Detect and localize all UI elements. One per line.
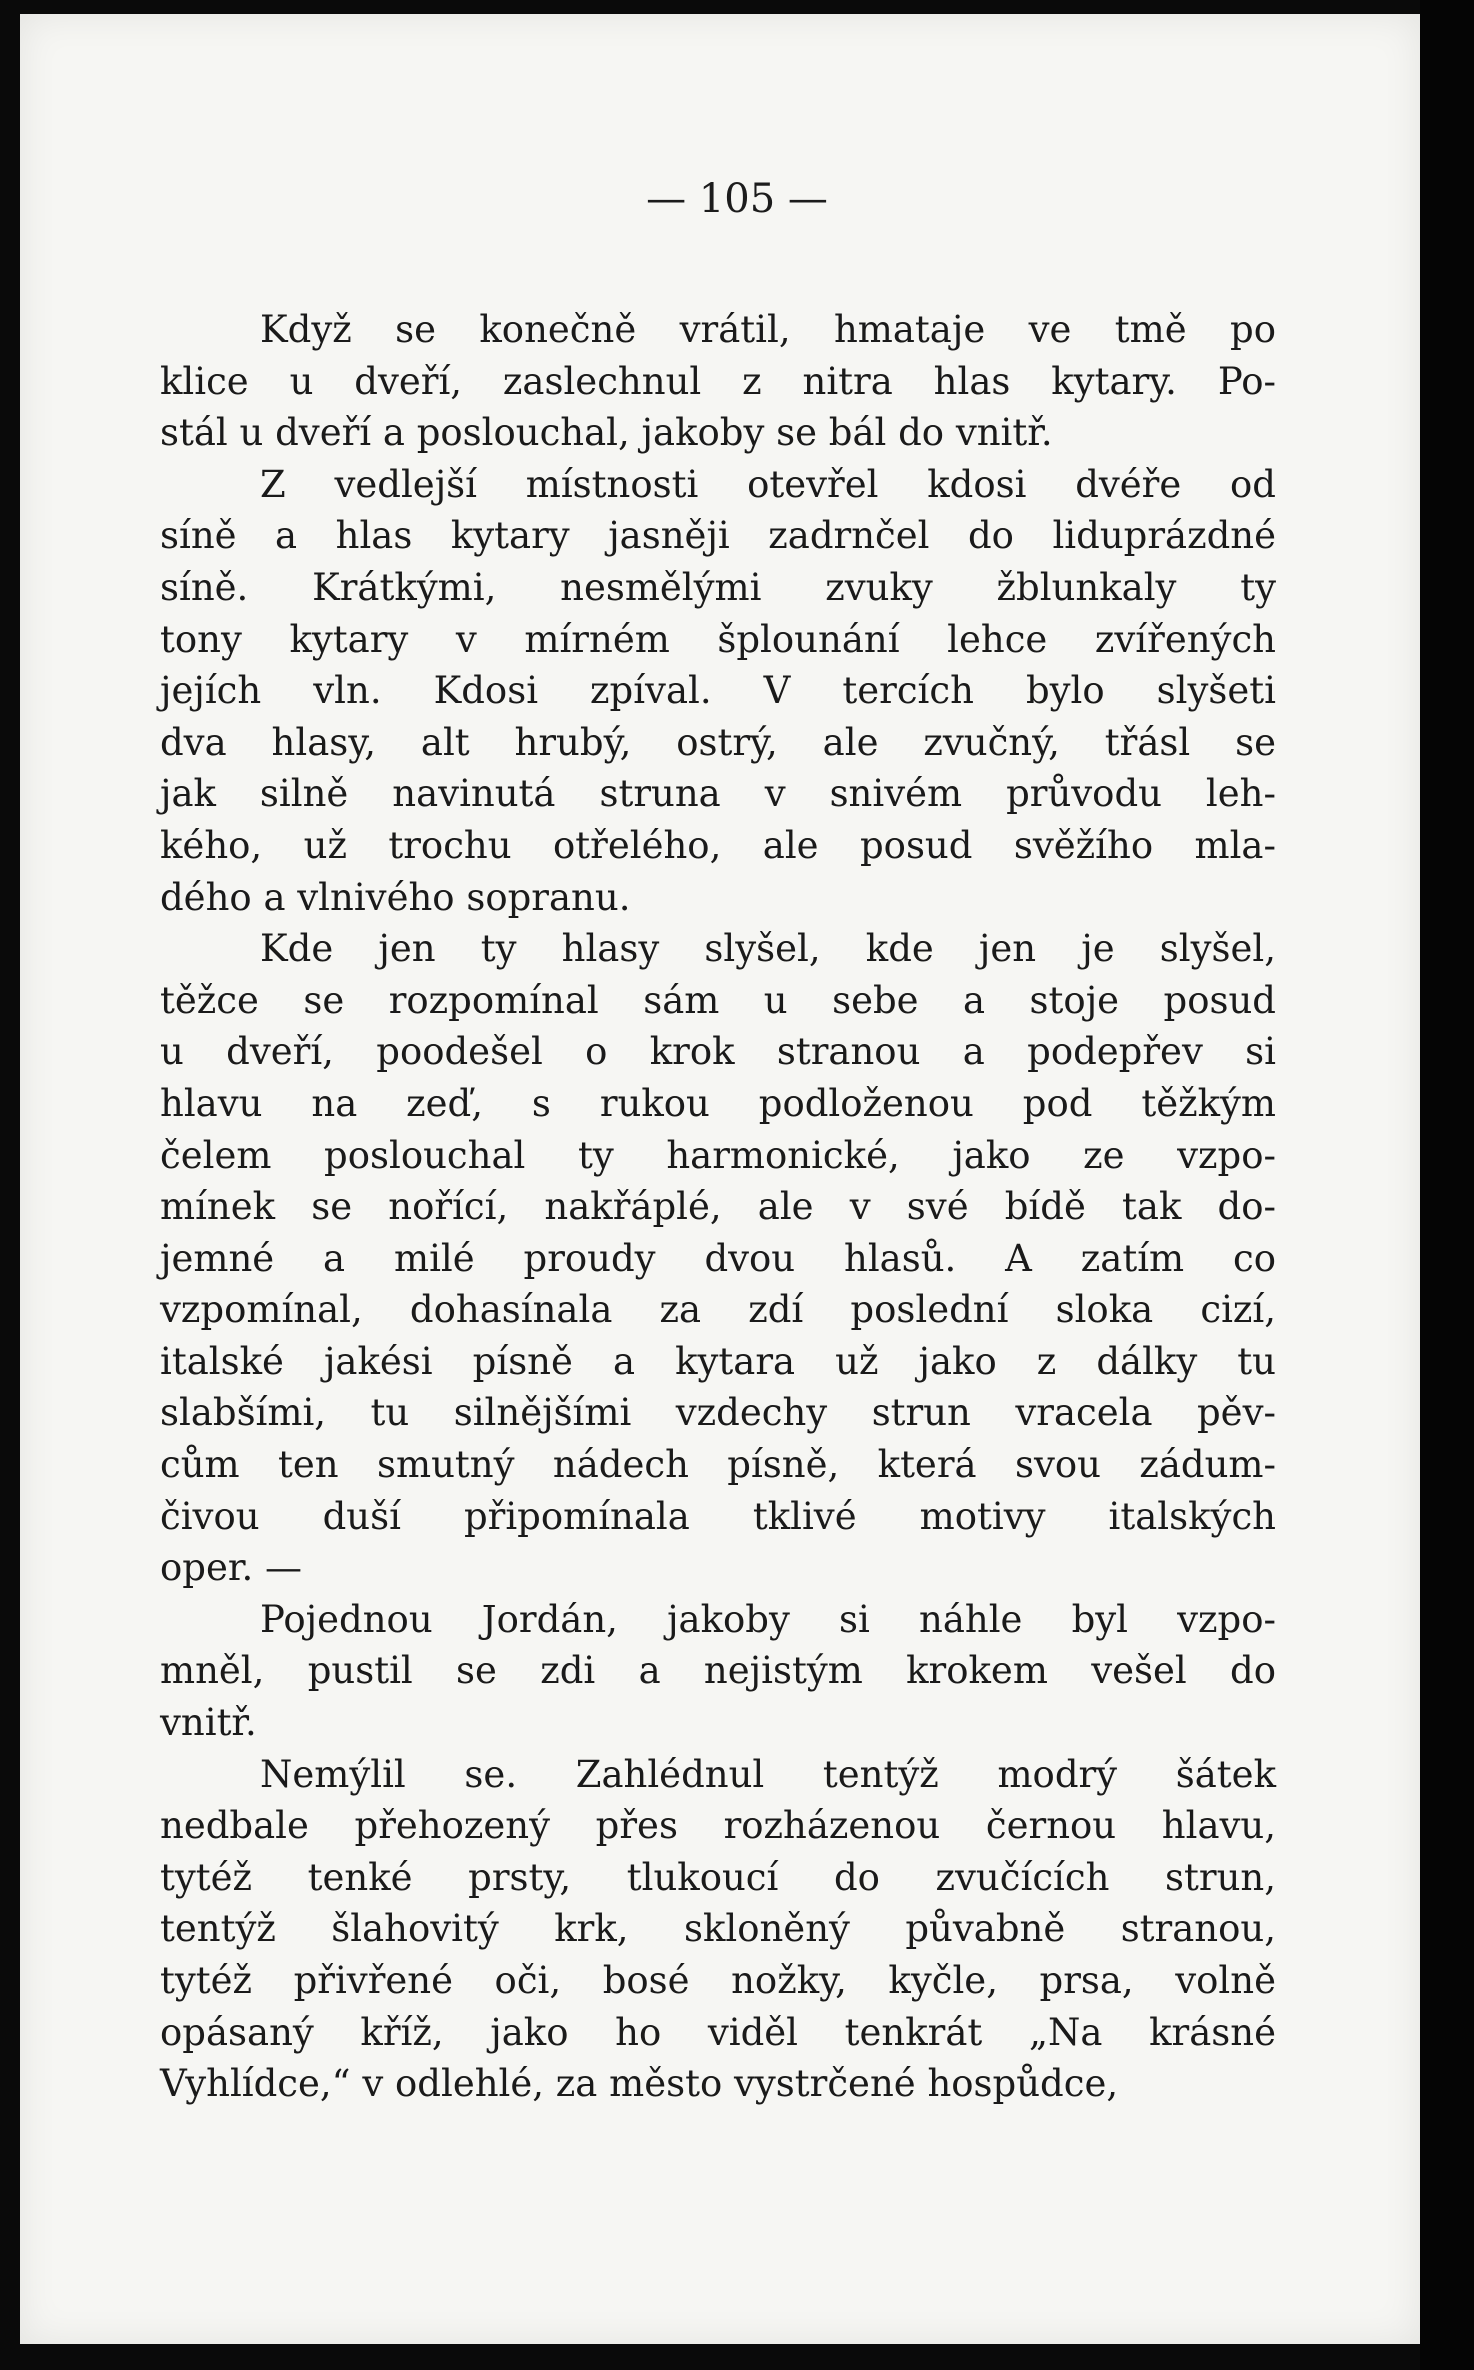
text-line: klice u dveří, zaslechnul z nitra hlas kytary. Po- bbox=[160, 359, 1276, 403]
text-line: slabšími, tu silnějšími vzdechy strun vracela pěv- bbox=[160, 1391, 1276, 1435]
paragraph bbox=[160, 923, 1276, 1594]
text-line: těžce se rozpomínal sám u sebe a stoje posud bbox=[160, 978, 1276, 1022]
text-line: Nemýlil se. Zahlédnul tentýž modrý šátek bbox=[260, 1752, 1276, 1796]
text-line: mínek se nořící, nakřáplé, ale v své bídě tak do- bbox=[160, 1185, 1276, 1229]
text-line: síně a hlas kytary jasněji zadrnčel do liduprázdné bbox=[160, 514, 1276, 558]
text-line: tony kytary v mírném šplounání lehce zvířených bbox=[160, 617, 1276, 661]
text-line: tytéž přivřené oči, bosé nožky, kyčle, prsa, volně bbox=[160, 1959, 1276, 2002]
text-line: stál u dveří a poslouchal, jakoby se bál do vnitř. bbox=[160, 411, 1053, 455]
text-line: oper. — bbox=[160, 1546, 303, 1590]
text-line: síně. Krátkými, nesmělými zvuky žblunkaly ty bbox=[160, 565, 1276, 609]
text-line: tentýž šlahovitý krk, skloněný půvabně stranou, bbox=[160, 1907, 1276, 1951]
text-line: jak silně navinutá struna v snivém průvodu leh- bbox=[160, 772, 1276, 816]
text-line: čelem poslouchal ty harmonické, jako ze vzpo- bbox=[160, 1133, 1276, 1177]
text-line: u dveří, poodešel o krok stranou a podepřev si bbox=[160, 1030, 1276, 1074]
scan-border bbox=[1420, 0, 1474, 2370]
text-line: Z vedlejší místnosti otevřel kdosi dvéře od bbox=[260, 462, 1276, 506]
text-line: opásaný kříž, jako ho viděl tenkrát „Na krásné bbox=[160, 2010, 1276, 2054]
text-line: tytéž tenké prsty, tlukoucí do zvučících strun, bbox=[160, 1855, 1276, 1899]
text-line: hlavu na zeď, s rukou podloženou pod těžkým bbox=[160, 1081, 1276, 1125]
text-line: dva hlasy, alt hrubý, ostrý, ale zvučný, třásl se bbox=[160, 720, 1276, 764]
text-line: vnitř. bbox=[160, 1701, 257, 1745]
page-number: — 105 — bbox=[646, 176, 828, 222]
paragraph bbox=[160, 1749, 1276, 2110]
text-line: jemné a milé proudy dvou hlasů. A zatím co bbox=[160, 1236, 1276, 1280]
text-line: Pojednou Jordán, jakoby si náhle byl vzpo- bbox=[260, 1597, 1276, 1641]
paragraph bbox=[160, 304, 1276, 459]
text-line: čivou duší připomínala tklivé motivy italských bbox=[160, 1494, 1276, 1538]
text-line: dého a vlnivého sopranu. bbox=[160, 875, 631, 919]
text-line: Kde jen ty hlasy slyšel, kde jen je slyšel, bbox=[260, 927, 1276, 971]
text-line: nedbale přehozený přes rozházenou černou hlavu, bbox=[160, 1804, 1276, 1848]
paragraph bbox=[160, 1594, 1276, 1749]
text-line: kého, už trochu otřelého, ale posud svěžího mla- bbox=[160, 823, 1276, 867]
text-line: mněl, pustil se zdi a nejistým krokem vešel do bbox=[160, 1649, 1276, 1693]
text-line: cům ten smutný nádech písně, která svou zádum- bbox=[160, 1443, 1276, 1487]
text-line: italské jakési písně a kytara už jako z dálky tu bbox=[160, 1339, 1276, 1383]
body-text bbox=[160, 304, 1276, 2110]
text-line: jejích vln. Kdosi zpíval. V tercích bylo slyšeti bbox=[160, 669, 1276, 713]
text-line: Vyhlídce,“ v odlehlé, za město vystrčené hospůdce, bbox=[160, 2062, 1119, 2106]
text-line: Když se konečně vrátil, hmataje ve tmě po bbox=[260, 308, 1276, 351]
text-line: vzpomínal, dohasínala za zdí poslední sloka cizí, bbox=[160, 1288, 1276, 1332]
paragraph bbox=[160, 459, 1276, 923]
